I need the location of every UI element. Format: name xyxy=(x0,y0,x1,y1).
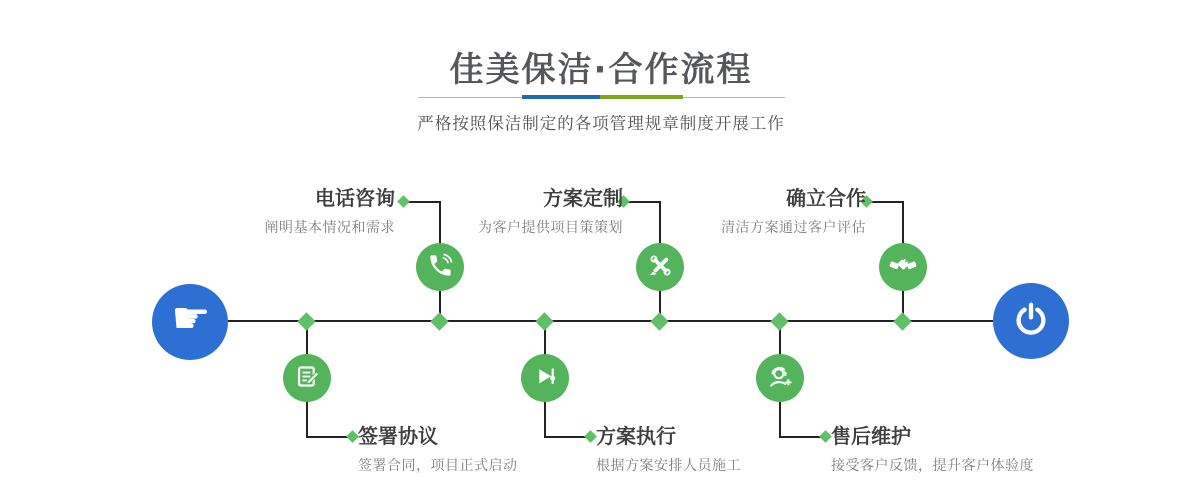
connector xyxy=(779,436,823,438)
pencil-wrench-icon xyxy=(647,252,674,283)
step-desc: 签署合同，项目正式启动 xyxy=(358,458,518,474)
step-node xyxy=(756,354,804,402)
connector xyxy=(871,201,903,203)
step-desc: 接受客户反馈，提升客户体验度 xyxy=(831,458,1034,474)
timeline-start-node xyxy=(152,284,228,360)
connector-diamond xyxy=(819,430,832,443)
pointing-hand-icon: ☛ xyxy=(171,293,211,344)
step-desc: 根据方案安排人员施工 xyxy=(596,458,741,474)
handshake-icon xyxy=(888,250,918,284)
connector xyxy=(544,436,588,438)
step-node xyxy=(879,243,927,291)
junction-diamond xyxy=(535,312,553,330)
step-label xyxy=(721,187,866,237)
contract-signing-icon xyxy=(294,363,321,394)
step-desc: 为客户提供项目策策划 xyxy=(478,220,623,236)
step-label xyxy=(596,425,741,475)
step-desc: 清洁方案通过客户评估 xyxy=(721,220,866,236)
junction-diamond xyxy=(770,312,788,330)
step-label xyxy=(831,425,1034,475)
page-subtitle: 严格按照保洁制定的各项管理规章制度开展工作 xyxy=(417,114,785,133)
divider-green-segment xyxy=(600,95,683,99)
step-label xyxy=(478,187,623,237)
timeline-main-line xyxy=(228,320,993,322)
connector-diamond xyxy=(584,430,597,443)
timeline-end-node xyxy=(993,283,1069,359)
connector-diamond xyxy=(397,195,410,208)
step-node xyxy=(521,354,569,402)
step-title: 售后维护 xyxy=(831,424,911,448)
step-title: 签署协议 xyxy=(358,424,438,448)
divider-blue-segment xyxy=(522,95,600,99)
junction-diamond xyxy=(650,312,668,330)
step-desc: 阐明基本情况和需求 xyxy=(264,220,395,236)
connector-diamond xyxy=(346,430,359,443)
connector xyxy=(408,201,440,203)
page-title: 佳美保洁·合作流程 xyxy=(449,50,753,90)
step-label xyxy=(358,425,518,475)
customer-service-add-icon xyxy=(767,363,794,394)
connector xyxy=(628,201,660,203)
step-node xyxy=(636,243,684,291)
step-node xyxy=(416,243,464,291)
step-title: 确立合作 xyxy=(786,186,866,210)
power-icon xyxy=(1011,299,1051,343)
step-title: 方案定制 xyxy=(543,186,623,210)
junction-diamond xyxy=(893,312,911,330)
junction-diamond xyxy=(297,312,315,330)
junction-diamond xyxy=(430,312,448,330)
connector xyxy=(306,436,350,438)
phone-icon xyxy=(427,252,454,283)
play-execute-icon xyxy=(532,363,559,394)
step-title: 方案执行 xyxy=(596,424,676,448)
step-label xyxy=(265,187,396,237)
step-title: 电话咨询 xyxy=(315,186,395,210)
step-node xyxy=(283,354,331,402)
